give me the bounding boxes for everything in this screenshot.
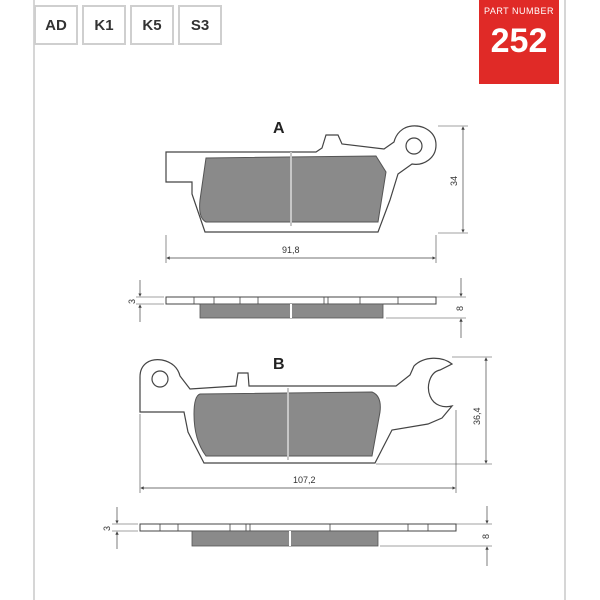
pad-a-backplate-side — [166, 297, 436, 304]
pad-b-friction-side — [192, 531, 378, 546]
compound-k1: K1 — [82, 5, 126, 45]
part-number-label: PART NUMBER — [483, 6, 554, 16]
compound-ad: AD — [34, 5, 78, 45]
pad-a-letter: A — [273, 120, 285, 137]
pad-b-backplate-side — [140, 524, 456, 531]
pad-a-width-label: 91,8 — [282, 245, 300, 255]
pad-a-friction — [200, 156, 386, 222]
pad-b-plate-thickness-label: 3 — [102, 525, 112, 531]
compound-k5: K5 — [130, 5, 174, 45]
pad-b-letter: B — [273, 356, 285, 373]
pad-a-plate-thickness-label: 3 — [127, 298, 137, 304]
pad-b-width-label: 107,2 — [293, 475, 316, 485]
pad-b-total-thickness-label: 8 — [481, 533, 491, 539]
pad-b-height-label: 36,4 — [472, 407, 482, 425]
pad-a-total-thickness-label: 8 — [455, 305, 465, 311]
pad-a-height-label: 34 — [449, 175, 459, 186]
part-number-value: 252 — [490, 22, 548, 60]
compound-s3: S3 — [178, 5, 222, 45]
